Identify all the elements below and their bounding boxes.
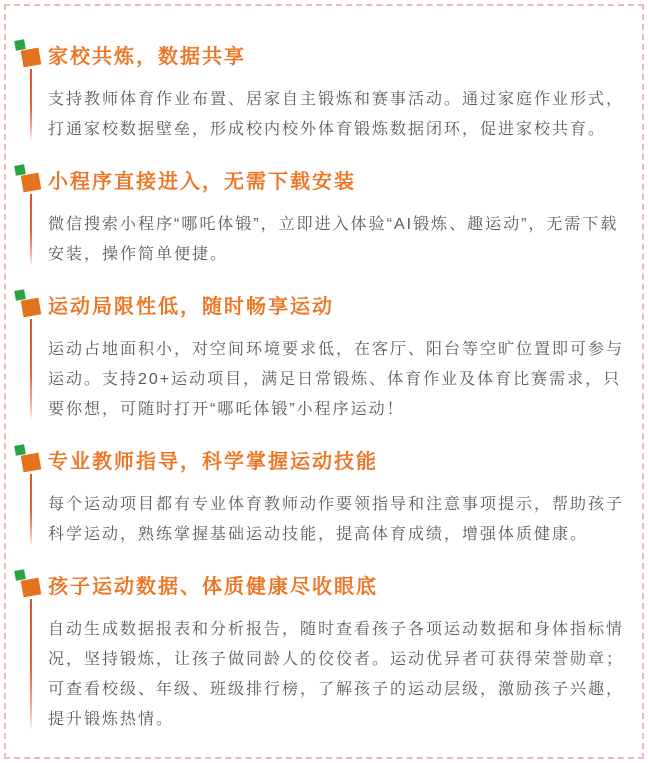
- feature-bullet-icon: [14, 445, 48, 475]
- orange-square-icon: [21, 173, 42, 193]
- green-square-icon: [14, 164, 26, 176]
- feature-body: 微信搜索小程序“哪吒体锻”，立即进入体验“AI锻炼、趣运动”，无需下载安装，操作简单便捷。: [48, 216, 619, 263]
- feature-bullet-icon: [14, 290, 48, 320]
- bullet-stem-line: [30, 69, 32, 141]
- orange-square-icon: [21, 48, 42, 68]
- green-square-icon: [14, 289, 26, 301]
- feature-body: 自动生成数据报表和分析报告，随时查看孩子各项运动数据和身体指标情况，坚持锻炼，让孩子做同龄人的佼佼者。运动优异者可获得荣誉勋章；可查看校级、年级、班级排行榜，了解孩子的运动层级，激励孩子兴趣，提升锻炼热情。: [48, 621, 625, 728]
- bullet-stem-line: [30, 194, 32, 266]
- feature-heading: 小程序直接进入，无需下载安装: [48, 171, 356, 193]
- feature-section-low-limitation: [14, 292, 625, 425]
- orange-square-icon: [21, 578, 42, 598]
- feature-heading: 孩子运动数据、体质健康尽收眼底: [48, 576, 378, 598]
- green-square-icon: [14, 569, 26, 581]
- bullet-stem-line: [30, 599, 32, 731]
- feature-section-teacher-guidance: [14, 447, 625, 550]
- feature-list-page: [4, 4, 644, 759]
- bullet-stem-line: [30, 319, 32, 421]
- feature-body: 每个运动项目都有专业体育教师动作要领指导和注意事项提示，帮助孩子科学运动，熟练掌握基础运动技能，提高体育成绩，增强体质健康。: [48, 496, 625, 543]
- feature-section-home-school: [14, 42, 625, 145]
- feature-body: 运动占地面积小，对空间环境要求低，在客厅、阳台等空旷位置即可参与运动。支持20+运动项目，满足日常锻炼、体育作业及体育比赛需求，只要你想，可随时打开“哪吒体锻”小程序运动！: [48, 341, 625, 418]
- feature-heading: 家校共炼，数据共享: [48, 46, 246, 68]
- feature-section-mini-program: [14, 167, 622, 270]
- feature-heading: 专业教师指导，科学掌握运动技能: [48, 451, 378, 473]
- feature-heading: 运动局限性低，随时畅享运动: [48, 296, 334, 318]
- orange-square-icon: [21, 453, 42, 473]
- feature-bullet-icon: [14, 165, 48, 195]
- green-square-icon: [14, 444, 26, 456]
- feature-bullet-icon: [14, 40, 48, 70]
- feature-bullet-icon: [14, 570, 48, 600]
- bullet-stem-line: [30, 474, 32, 546]
- green-square-icon: [14, 39, 26, 51]
- feature-body: 支持教师体育作业布置、居家自主锻炼和赛事活动。通过家庭作业形式，打通家校数据壁垒，形成校内校外体育锻炼数据闭环，促进家校共育。: [48, 91, 625, 138]
- feature-section-sports-data: [14, 572, 625, 735]
- orange-square-icon: [21, 298, 42, 318]
